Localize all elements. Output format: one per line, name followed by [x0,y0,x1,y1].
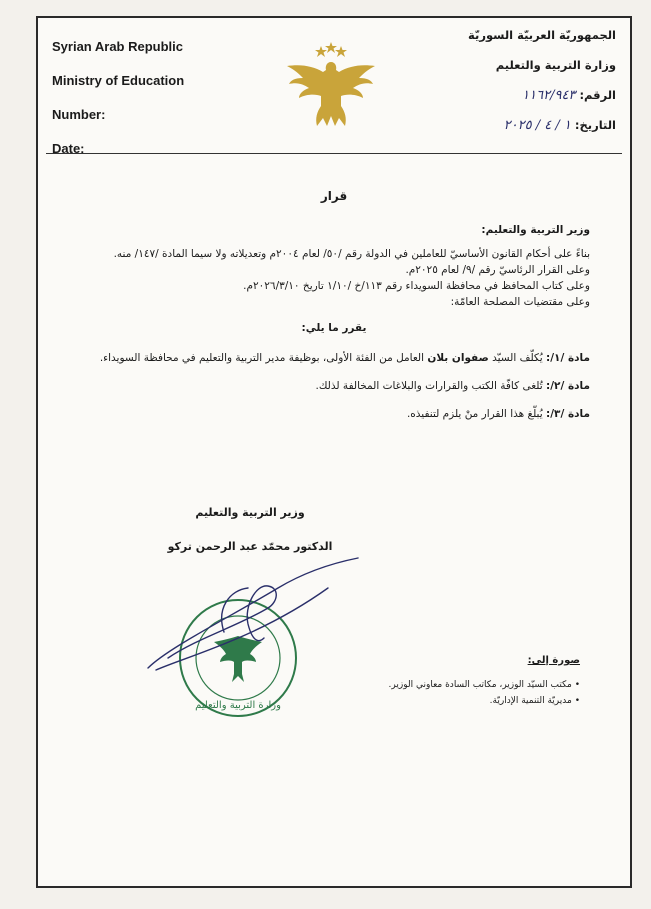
ministry-name-en: Ministry of Education [52,73,185,88]
article-1-label: مادة /١/: [546,352,590,364]
article-2-text: تُلغى كافّة الكتب والقرارات والبلاغات المخالفة لذلك. [315,380,546,392]
country-name-ar: الجمهوريّة العربيّة السوريّة [468,28,616,42]
article-3-text: يُبلّغ هذا القرار منْ يلزم لتنفيذه. [406,408,546,420]
article-1-text-after: العامل من الفئة الأولى، بوظيفة مدير التربية والتعليم في محافظة السويداء. [99,352,428,364]
header-divider [46,153,622,154]
preamble-line-1: بناءً على أحكام القانون الأساسيّ للعاملين في الدولة رقم /٥٠/ لعام ٢٠٠٤م وتعديلاته ولا سيما المادة /١٤٧/ منه. [113,248,590,260]
article-2-label: مادة /٢/: [546,380,590,392]
country-name-en: Syrian Arab Republic [52,39,183,54]
preamble-line-2: وعلى القرار الرئاسيّ رقم /٩/ لعام ٢٠٢٥م. [405,264,590,276]
copies-item-2: • مديريّة التنمية الإداريّة. [280,693,580,709]
decision-body [78,168,590,422]
decides-heading: يقرر ما يلي: [301,322,367,334]
article-1 [78,350,590,366]
decision-title: قرار [320,189,348,203]
number-value-handwritten: ١١٦٢/٩٤٣ [522,88,576,103]
number-row-ar [386,80,616,110]
article-1-name: صفوان بلان [427,352,489,364]
signatory-title: وزير التربية والتعليم [195,506,305,519]
date-label-en: Date: [52,141,85,156]
date-label-ar: التاريخ: [574,118,616,132]
preamble-line-4: وعلى مقتضيات المصلحة العامّة: [450,296,590,308]
date-row-ar [386,110,616,140]
copies-item-1: • مكتب السيّد الوزير، مكاتب السادة معاوني الوزير. [280,677,580,693]
preamble-line-3: وعلى كتاب المحافظ في محافظة السويداء رقم ١١٣/خ /١/١٠ تاريخ ٢٠٢٦/٣/١٠م. [243,280,590,292]
signatory-name: الدكتور محمّد عبد الرحمن تركو [167,540,333,553]
number-label-ar: الرقم: [579,88,616,102]
article-3 [78,406,590,422]
header-english [52,30,252,166]
ministry-name-ar: وزارة التربية والتعليم [495,58,616,72]
copies-title: صورة إلى: [527,655,580,666]
header-arabic [386,20,616,140]
official-stamp-icon [180,600,296,716]
minister-intro: وزير التربية والتعليم: [481,224,590,236]
article-2 [78,378,590,394]
stamp-text: وزارة التربية والتعليم [195,700,281,711]
article-1-text-before: يُكلّف السيّد [488,352,546,364]
date-value-handwritten: ١ / ٤ / ٢٠٢٥ [503,118,571,133]
eagle-emblem-icon [283,40,379,132]
article-3-label: مادة /٣/: [546,408,590,420]
copies-to [280,653,580,709]
document-page [36,16,632,888]
number-label-en: Number: [52,107,106,122]
